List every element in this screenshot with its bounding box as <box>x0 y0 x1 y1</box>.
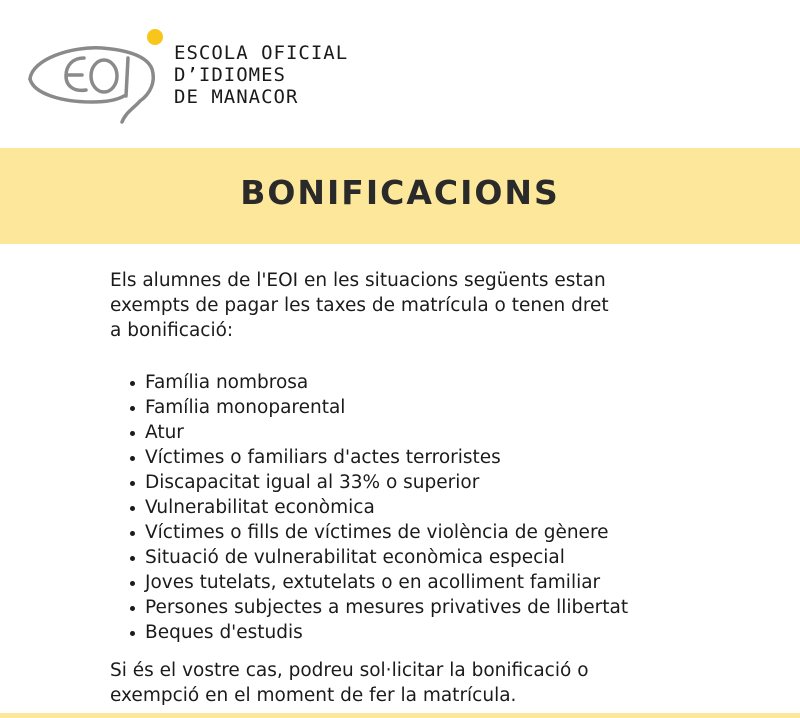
bonus-list <box>110 370 730 645</box>
title-banner <box>0 148 800 244</box>
school-name <box>174 42 348 108</box>
header <box>0 0 800 148</box>
list-item: Atur <box>130 420 730 445</box>
logo-letter-i <box>126 58 128 96</box>
list-item: Família monoparental <box>130 395 730 420</box>
list-item: Víctimes o fills de víctimes de violència de gènere <box>130 520 730 545</box>
list-item: Família nombrosa <box>130 370 730 395</box>
logo-letter-o <box>91 60 117 92</box>
logo-dot <box>147 29 163 45</box>
list-item: Vulnerabilitat econòmica <box>130 495 730 520</box>
list-item: Beques d'estudis <box>130 620 730 645</box>
list-item: Joves tutelats, extutelats o en acolliment familiar <box>130 570 730 595</box>
list-item: Persones subjectes a mesures privatives de llibertat <box>130 595 730 620</box>
list-item: Víctimes o familiars d'actes terroristes <box>130 445 730 470</box>
closing-paragraph: Si és el vostre cas, podreu sol·licitar la bonificació o exempció en el moment de fer la matrícula. <box>110 660 589 706</box>
intro-paragraph: Els alumnes de l'EOI en les situacions següents estan exempts de pagar les taxes de matrícula o tenen dret a bonificació: <box>110 270 609 341</box>
bottom-accent-bar <box>0 713 800 718</box>
logo-letter-e <box>66 58 86 90</box>
eoi-logo <box>22 24 172 134</box>
list-item: Discapacitat igual al 33% o superior <box>130 470 730 495</box>
school-name-line-3: DE MANACOR <box>174 86 299 108</box>
school-name-line-2: D’IDIOMES <box>174 64 286 86</box>
school-name-line-1: ESCOLA OFICIAL <box>174 42 349 64</box>
page-title: BONIFICACIONS <box>240 173 560 212</box>
main-content <box>110 268 730 708</box>
list-item: Situació de vulnerabilitat econòmica especial <box>130 545 730 570</box>
